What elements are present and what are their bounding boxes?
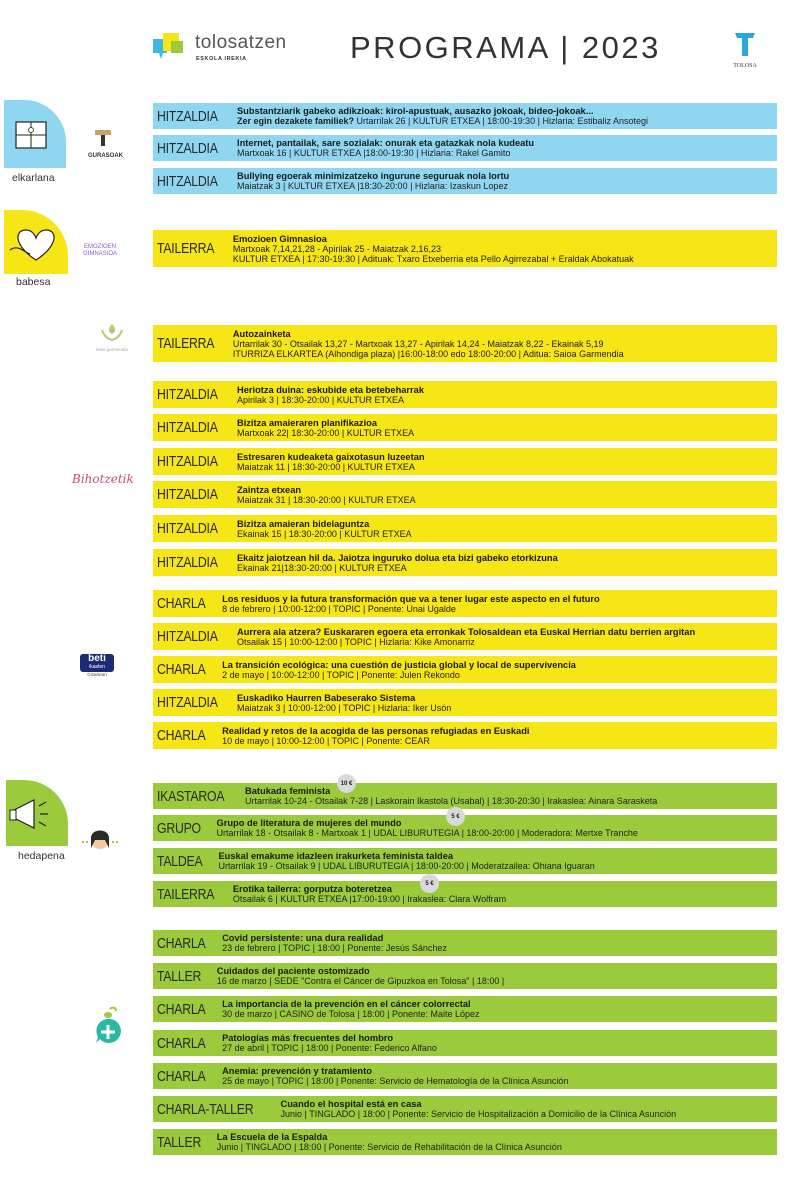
- event-row[interactable]: TAILERRA Emozioen Gimnasioa Martxoak 7,14,21,28 - Apirilak 25 - Maiatzak 2,16,23 KULTUR ETXEA | 17:30-19:30 | Adituak: Txaro Etxeberria eta Pello Agirrezabal + Eraldak Abokatuak: [153, 230, 777, 267]
- event-row[interactable]: CHARLA Covid persistente: una dura realidad 23 de febrero | TOPIC | 18:00 | Ponente: Jesús Sánchez: [153, 930, 777, 956]
- event-row[interactable]: CHARLA Patologías más frecuentes del hombro 27 de abril | TOPIC | 18:00 | Ponente: Federico Alfano: [153, 1030, 777, 1056]
- event-row[interactable]: HITZALDIA Bizitza amaieran bidelaguntza Ekainak 15 | 18:30-20:00 | KULTUR ETXEA: [153, 515, 777, 542]
- event-row[interactable]: HITZALDIA Estresaren kudeaketa gaixotasun luzeetan Maiatzak 11 | 18:30-20:00 | KULTUR ETXEA: [153, 448, 777, 475]
- tolosa-shield-icon: [734, 32, 756, 58]
- feminist-face-icon: [80, 826, 120, 856]
- emozioen-logo-text: EMOZIOEN GIMNASIOA: [82, 244, 117, 257]
- hands-leaf-icon: [99, 320, 125, 342]
- event-row[interactable]: IKASTAROA Batukada feminista Urtarrilak 10-24 - Otsailak 7-28 | Laskorain Ikastola (Usabal) | 18:30-20:30 | Irakaslea: Ainara Sarasketa: [153, 783, 777, 809]
- itsas-garmendia-logo: itsas garmendia: [92, 320, 132, 352]
- beti-ikasten-logo: beti ikasten Gizartean: [80, 654, 114, 677]
- event-row[interactable]: HITZALDIA Euskadiko Haurren Babeserako Sistema Maiatzak 3 | 10:00-12:00 | TOPIC | Hizlaria: Iker Usón: [153, 689, 777, 716]
- page-title: PROGRAMA | 2023: [350, 30, 661, 65]
- gurasoak-logo: GURASOAK: [88, 128, 118, 159]
- elkarlana-section-icon: [4, 100, 66, 168]
- event-row[interactable]: HITZALDIA Bizitza amaieraren planifikazioa Martxoak 22| 18:30-20:00 | KULTUR ETXEA: [153, 414, 777, 441]
- event-row[interactable]: TAILERRA Erotika tailerra: gorputza boteretzea Otsailak 6 | KULTUR ETXEA |17:00-19:00 | Irakaslea: Clara Wolfram: [153, 881, 777, 907]
- event-row[interactable]: CHARLA Los residuos y la futura transformación que va a tener lugar este aspecto en el futuro 8 de febrero | 10:00-12:00 | TOPIC | Ponente: Unai Ugalde: [153, 590, 777, 617]
- section-label-babesa: babesa: [16, 276, 51, 288]
- brand-subtitle: ESKOLA IREKIA: [196, 56, 247, 62]
- event-row[interactable]: CHARLA La importancia de la prevención en el cáncer colorrectal 30 de marzo | CASINO de Tolosa | 18:00 | Ponente: Maite López: [153, 996, 777, 1022]
- event-row[interactable]: HITZALDIA Zaintza etxean Maiatzak 31 | 18:30-20:00 | KULTUR ETXEA: [153, 481, 777, 508]
- event-row[interactable]: HITZALDIA Substantziarik gabeko adikzioak: kirol-apustuak, ausazko jokoak, bideo-jokoak... Zer egin dezakete familiek? Urtarrilak 26 | KULTUR ETXEA | 18:00-19:30 | Hizlaria: Estibaliz Ansotegi: [153, 103, 777, 129]
- event-row[interactable]: CHARLA La transición ecológica: una cuestión de justicia global y local de supervivencia 2 de mayo | 10:00-12:00 | TOPIC | Ponente: Julen Rekondo: [153, 656, 777, 683]
- section-label-hedapena: hedapena: [18, 850, 65, 862]
- event-row[interactable]: GRUPO Grupo de literatura de mujeres del mundo Urtarrilak 18 - Otsailak 8 - Martxoak 1 | UDAL LIBURUTEGIA | 18:00-20:00 | Moderadora: Mertxe Tranche: [153, 815, 777, 841]
- event-row[interactable]: TAILERRA Autozainketa Urtarrilak 30 - Otsailak 13,27 - Martxoak 13,27 - Apirilak 14,24 - Maiatzak 8,22 - Ekainak 5,19 ITURRIZA ELKARTEA (Alhondiga plaza) |16:00-18:00 edo 18:00-20:00 | Aditua: Saioa Garmendia: [153, 325, 777, 362]
- event-row[interactable]: CHARLA Realidad y retos de la acogida de las personas refugiadas en Euskadi 10 de mayo | 10:00-12:00 | TOPIC | Ponente: CEAR: [153, 722, 777, 749]
- brand-name: tolosatzen: [195, 32, 287, 53]
- tolosatzen-logo-icon: [153, 33, 189, 63]
- babesa-section-icon: [4, 210, 68, 274]
- event-row[interactable]: HITZALDIA Bullying egoerak minimizatzeko ingurune seguruak nola lortu Maiatzak 3 | KULTUR ETXEA |18:30-20:00 | Hizlaria: Izaskun Lopez: [153, 168, 777, 194]
- event-row[interactable]: HITZALDIA Ekaitz jaiotzean hil da. Jaiotza inguruko dolua eta bizi gabeko etorkizuna Ekainak 21|18:30-20:00 | KULTUR ETXEA: [153, 549, 777, 576]
- price-badge: 5 €: [420, 874, 439, 893]
- hedapena-section-icon: [6, 780, 68, 846]
- tolosa-logo: TOLOSA: [730, 32, 760, 69]
- event-row[interactable]: TALDEA Euskal emakume idazleen irakurketa feminista taldea Urtarrilak 19 - Otsailak 9 | UDAL LIBURUTEGIA | 18:00-20:00 | Moderatzailea: Ohiana Iguaran: [153, 848, 777, 874]
- bihotzetik-logo: Bihotzetik: [72, 472, 134, 486]
- section-label-elkarlana: elkarlana: [12, 172, 55, 184]
- event-row[interactable]: HITZALDIA Aurrera ala atzera? Euskararen egoera eta erronkak Tolosaldean eta Euskal Herrian datu berrien argitan Otsailak 15 | 10:00-12:00 | TOPIC | Hizlaria: Kike Amonarriz: [153, 623, 777, 650]
- gurasoak-icon: [94, 128, 112, 148]
- event-row[interactable]: TALLER Cuidados del paciente ostomizado 16 de marzo | SEDE "Contra el Cáncer de Gipuzkoa en Tolosa" | 18:00 |: [153, 963, 777, 989]
- event-row[interactable]: CHARLA-TALLER Cuando el hospital está en casa Junio | TINGLADO | 18:00 | Ponente: Servicio de Hospitalización a Domicilio de la Clínica Asunción: [153, 1096, 777, 1122]
- health-plus-icon: [90, 1005, 126, 1045]
- price-badge: 5 €: [446, 807, 465, 826]
- event-row[interactable]: TALLER La Escuela de la Espalda Junio | TINGLADO | 18:00 | Ponente: Servicio de Rehabilitación de la Clínica Asunción: [153, 1129, 777, 1155]
- event-row[interactable]: HITZALDIA Internet, pantailak, sare sozialak: onurak eta gatazkak nola kudeatu Martxoak 16 | KULTUR ETXEA |18:00-19:30 | Hizlaria: Rakel Gamito: [153, 135, 777, 161]
- event-row[interactable]: HITZALDIA Heriotza duina: eskubide eta betebeharrak Apirilak 3 | 18:30-20:00 | KULTUR ETXEA: [153, 381, 777, 408]
- event-row[interactable]: CHARLA Anemia: prevención y tratamiento 25 de mayo | TOPIC | 18:00 | Ponente: Servicio de Hematología de la Clínica Asunción: [153, 1063, 777, 1089]
- price-badge: 10 €: [337, 774, 356, 793]
